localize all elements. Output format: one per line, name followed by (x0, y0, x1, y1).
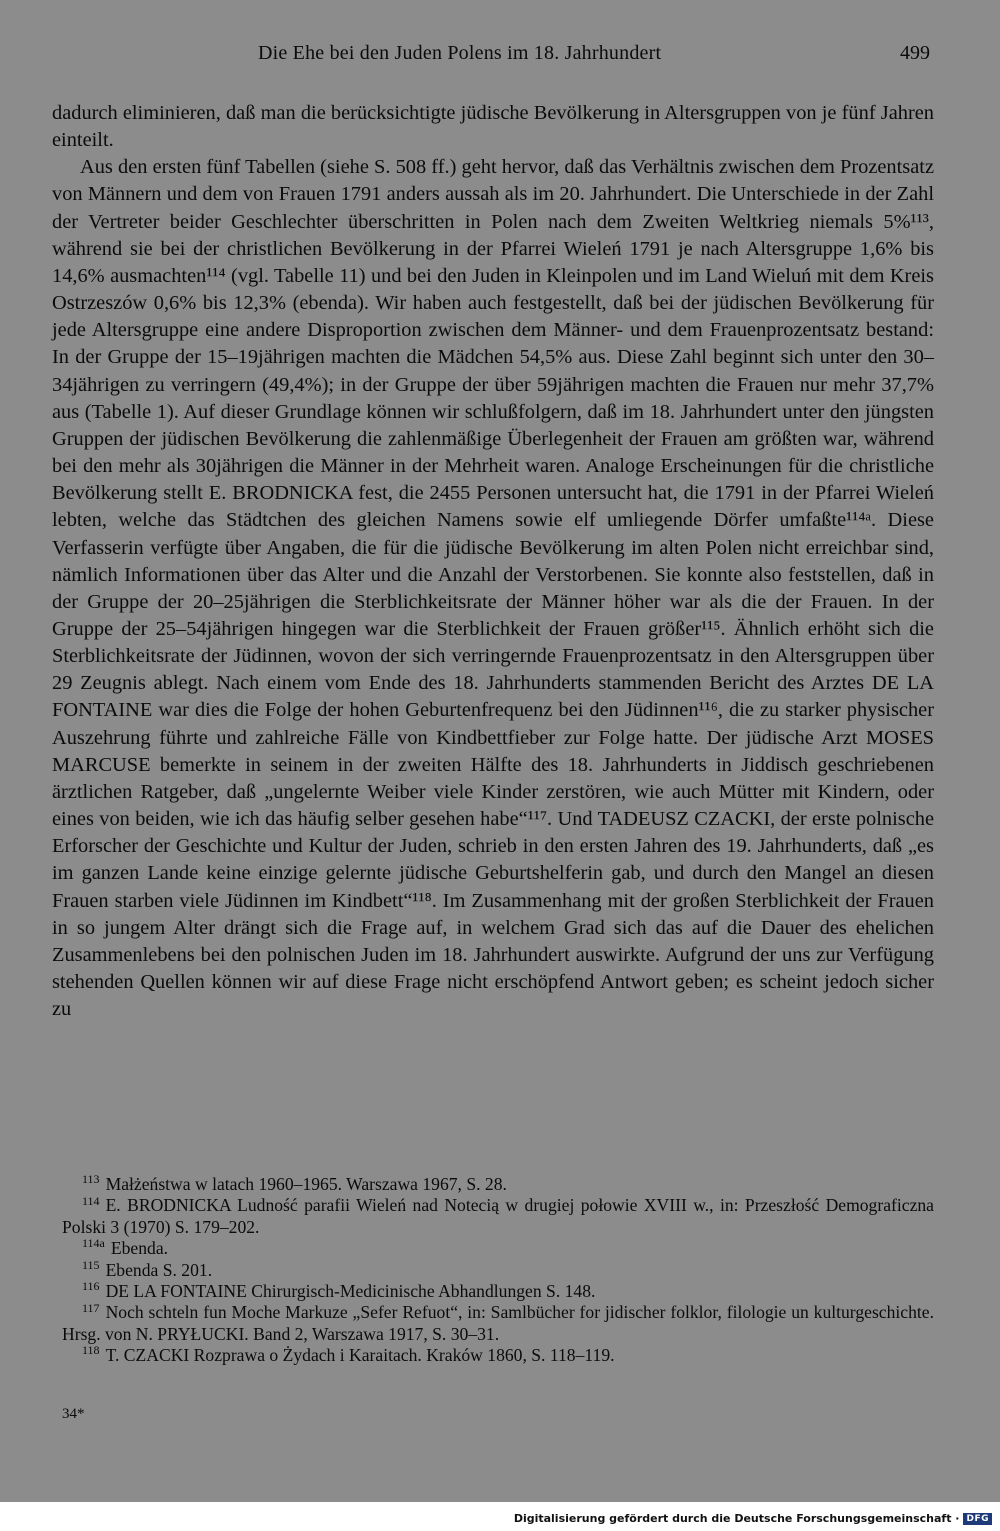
footnote-text: Ebenda S. 201. (105, 1259, 213, 1280)
paragraph: dadurch eliminieren, daß man die berücksichtigte jüdische Bevölkerung in Altersgruppen von je fünf Jahren einteilt. (52, 102, 934, 152)
footnote-text: DE LA FONTAINE Chirurgisch-Medicinische Abhandlungen S. 148. (105, 1281, 596, 1302)
footnote-number: 114a (82, 1236, 105, 1251)
footnote-text: Noch schteln fun Moche Markuze „Sefer Refuot“, in: Samlbücher for jidischer folklor, filologie un kulturgeschichte. Hrsg. von N. PRYŁUCKI. Band 2, Warszawa 1917, S. 30–31. (62, 1302, 934, 1344)
footnote-number: 115 (82, 1257, 100, 1272)
paragraph: Aus den ersten fünf Tabellen (siehe S. 508 ff.) geht hervor, daß das Verhältnis zwischen dem Prozentsatz von Männern und dem von Frauen 1791 anders aussah als im 20. Jahrhundert. Die Unterschiede in der Zahl der Vertreter beider Geschlechter überschritten in Polen nach dem Zweiten Weltkrieg niemals 5%¹¹³, während sie bei der christlichen Bevölkerung in der Pfarrei Wieleń 1791 je nach Altersgruppe 1,6% bis 14,6% ausmachten¹¹⁴ (vgl. Tabelle 11) und bei den Juden in Kleinpolen und im Land Wieluń mit dem Kreis Ostrzeszów 0,6% bis 12,3% (ebenda). Wir haben auch festgestellt, daß bei der jüdischen Bevölkerung für jede Altersgruppe eine andere Disproportion zwischen dem Männer- und dem Frauenprozentsatz bestand: In der Gruppe der 15–19jährigen machten die Mädchen 54,5% aus. Diese Zahl beginnt sich unter den 30–34jährigen zu verringern (49,4%); in der Gruppe der über 59jährigen machten die Frauen nur mehr 37,7% aus (Tabelle 1). Auf dieser Grundlage können wir schlußfolgern, daß im 18. Jahrhundert unter den jüngsten Gruppen der jüdischen Bevölkerung die zahlenmäßige Überlegenheit der Frauen am größten war, während bei den mehr als 30jährigen die Männer in der Mehrheit waren. Analoge Erscheinungen für die christliche Bevölkerung stellt E. BRODNICKA fest, die 2455 Personen untersucht hat, die 1791 in der Pfarrei Wieleń lebten, welche das Städtchen des gleichen Namens sowie elf umliegende Dörfer umfaßte¹¹⁴ᵃ. Diese Verfasserin verfügte über Angaben, die für die jüdische Bevölkerung im alten Polen nicht erreichbar sind, nämlich Informationen über das Alter und die Anzahl der Verstorbenen. Sie konnte also feststellen, daß in der Gruppe der 20–25jährigen die Sterblichkeitsrate der Männer höher war als die der Frauen. In der Gruppe der 25–54jährigen hingegen war die Sterblichkeit der Frauen größer¹¹⁵. Ähnlich erhöht sich die Sterblichkeitsrate der Jüdinnen, wovon der sich verringernde Frauenprozentsatz in den Altersgruppen über 29 Zeugnis ablegt. Nach einem vom Ende des 18. Jahrhunderts stammenden Bericht des Arztes DE LA FONTAINE war dies die Folge der hohen Geburtenfrequenz bei den Jüdinnen¹¹⁶, die zu starker physischer Auszehrung führte und zahlreiche Fälle von Kindbettfieber zur Folge hatte. Der jüdische Arzt MOSES MARCUSE bemerkte in seinem in der zweiten Hälfte des 18. Jahrhunderts in Jiddisch geschriebenen ärztlichen Ratgeber, daß „ungelernte Weiber viele Kinder zerstören, wie auch Mütter mit Kindern, oder eines von beiden, wie ich das häufig selber gesehen habe“¹¹⁷. Und TADEUSZ CZACKI, der erste polnische Erforscher der Geschichte und Kultur der Juden, schrieb in den ersten Jahren des 19. Jahrhunderts, daß „es im ganzen Lande keine einzige gelernte jüdische Geburtshelferin gab, und durch den Mangel an diesen Frauen starben viele Jüdinnen im Kindbett“¹¹⁸. Im Zusammenhang mit der großen Sterblichkeit der Frauen in so jungem Alter drängt sich die Frage auf, in welchem Grad sich das auf die Dauer des ehelichen Zusammenlebens bei den polnischen Juden im 18. Jahrhundert auswirkte. Aufgrund der uns zur Verfügung stehenden Quellen können wir auf diese Frage nicht erschöpfend Antwort geben; es scheint jedoch sicher zu (52, 156, 934, 1021)
footnote (62, 1257, 934, 1281)
footnote-text: Małżeństwa w latach 1960–1965. Warszawa 1967, S. 28. (105, 1174, 507, 1194)
credit-text: Digitalisierung gefördert durch die Deutsche Forschungsgemeinschaft · (513, 1512, 960, 1525)
footnote (62, 1281, 934, 1302)
footnote (62, 1238, 934, 1259)
body-text (52, 100, 934, 1023)
footnote (62, 1195, 934, 1238)
footnote-number: 116 (82, 1279, 100, 1294)
footnote-number: 118 (82, 1343, 100, 1358)
dfg-logo: DFG (963, 1513, 992, 1525)
footnote-text: T. CZACKI Rozprawa o Żydach i Karaitach. Kraków 1860, S. 118–119. (105, 1345, 615, 1366)
footnotes (62, 1174, 934, 1367)
signature-mark: 34* (62, 1406, 85, 1422)
digitization-footer (0, 1502, 1000, 1531)
dfg-credit (514, 1512, 992, 1525)
footnote-text: Ebenda. (110, 1238, 169, 1259)
footnote-number: 114 (82, 1193, 100, 1208)
page-number: 499 (900, 42, 930, 64)
footnote (62, 1302, 934, 1345)
footnote-number: 113 (82, 1172, 100, 1187)
footnote (62, 1345, 934, 1366)
footnote-text: E. BRODNICKA Ludność parafii Wieleń nad Notecią w drugiej połowie XVIII w., in: Przeszłość Demograficzna Polski 3 (1970) S. 179–202. (62, 1195, 934, 1237)
footnote-number: 117 (82, 1300, 100, 1315)
footnote (62, 1174, 934, 1195)
running-title: Die Ehe bei den Juden Polens im 18. Jahrhundert (258, 42, 662, 64)
